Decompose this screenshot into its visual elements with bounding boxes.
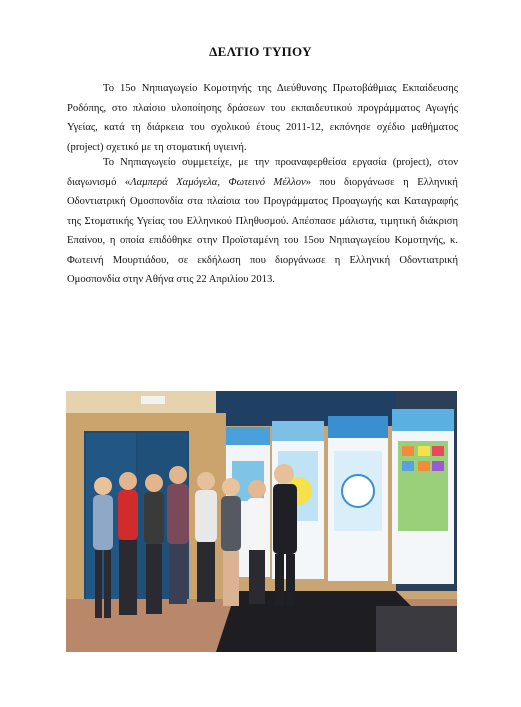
paragraph-contest bbox=[67, 153, 458, 290]
banner-3 bbox=[328, 416, 388, 581]
paragraph-intro bbox=[67, 79, 458, 157]
wall-sign bbox=[141, 396, 165, 404]
event-photo bbox=[66, 391, 457, 652]
paragraph-contest-text-start: Το Νηπιαγωγείο συμμετείχε, με την προαναφερθείσα εργασία (project), στον διαγωνισμό « bbox=[67, 157, 458, 188]
event-photo-drawing bbox=[66, 391, 457, 652]
paragraph-contest-text-end: » που διοργάνωσε η Ελληνική Οδοντιατρική Ομοσπονδία στα πλαίσια του Προγράμματος Προαγωγής και Καταγραφής της Στοματικής Υγείας του Ελληνικού Πληθυσμού. Απέσπασε μάλιστα, τιμητική διάκριση Επαίνου, η οποία επιδόθηκε στην Προϊσταμένη του 15ου Νηπιαγωγείου Κομοτηνής, κ. Φωτεινή Μουρτιάδου, σε εκδήλωση που διοργάνωσε η Ελληνική Οδοντιατρική Ομοσπονδία στην Αθήνα στις 22 Απριλίου 2013. bbox=[67, 176, 458, 285]
banner-4 bbox=[392, 409, 454, 584]
paragraph-intro-text: Το 15ο Νηπιαγωγείο Κομοτηνής της Διεύθυνσης Πρωτοβάθμιας Εκπαίδευσης Ροδόπης, στο πλαίσιο υλοποίησης δράσεων του εκπαιδευτικού προγράμματος Αγωγής Υγείας, κατά τη διάρκεια του σχολικού έτους 2011-12, εκπόνησε σχέδιο μαθήματος (project) σχετικό με τη στοματική υγιεινή. bbox=[67, 83, 458, 153]
page-title: ΔΕΛΤΙΟ ΤΥΠΟΥ bbox=[209, 44, 312, 59]
contest-name: Λαμπερά Χαμόγελα, Φωτεινό Μέλλον bbox=[130, 176, 306, 188]
